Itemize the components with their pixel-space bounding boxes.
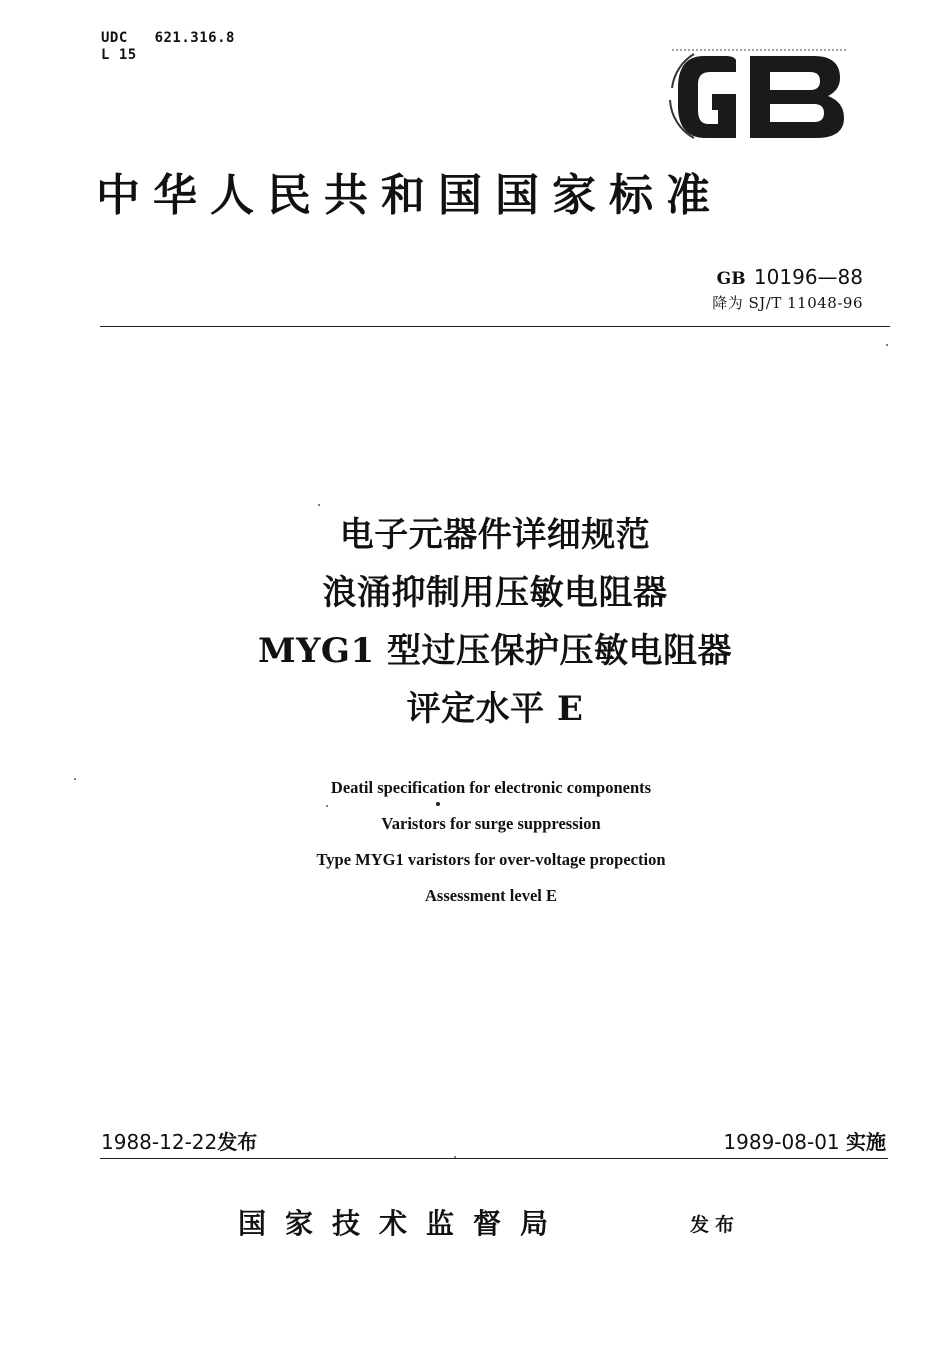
- impl-label: 实施: [846, 1130, 886, 1154]
- standard-prefix: GB: [716, 269, 746, 289]
- title-en-line-2: Varistors for surge suppression: [381, 814, 601, 833]
- issue-label: 发布: [217, 1130, 258, 1154]
- assessment-level-letter: E: [556, 689, 584, 729]
- standard-number: 10196—88: [753, 265, 863, 289]
- title-cn-line-3: [0, 622, 950, 680]
- title-cn-line-3-text: 型过压保护压敏电阻器: [386, 631, 732, 671]
- impl-date-value: 1989-08-01: [723, 1130, 840, 1154]
- title-cn-line-4: [0, 680, 950, 738]
- header-divider: [100, 326, 890, 327]
- title-cn-line-2: 浪涌抑制用压敏电阻器: [322, 573, 668, 613]
- classification-block: [101, 30, 235, 64]
- model-code: MYG1: [258, 631, 375, 671]
- gb-logo-icon: [664, 48, 848, 146]
- ccs-code: L 15: [101, 47, 137, 63]
- national-standard-heading: 中华人民共和国国家标准: [96, 170, 723, 221]
- issue-date-value: 1988-12-22: [101, 1130, 218, 1154]
- scan-speck: [886, 344, 888, 346]
- redesignation-note: 降为 SJ/T 11048-96: [712, 294, 863, 312]
- title-cn-line-1: 电子元器件详细规范: [339, 515, 651, 555]
- footer-divider: [100, 1158, 888, 1159]
- standard-number-block: [712, 264, 863, 314]
- issuing-verb: 发布: [690, 1214, 741, 1236]
- title-en-line-3: Type MYG1 varistors for over-voltage propection: [316, 850, 666, 869]
- assessment-level-cn: 评定水平: [406, 689, 545, 729]
- issue-date: [101, 1128, 257, 1156]
- implementation-date: [723, 1128, 886, 1156]
- title-en-line-1: Deatil specification for electronic components: [330, 778, 652, 797]
- standard-code: [712, 264, 863, 292]
- chinese-title-block: [0, 506, 950, 738]
- issuing-authority: 国家技术监督局: [238, 1207, 568, 1240]
- udc-code: UDC 621.316.8: [101, 30, 235, 46]
- title-en-line-4: Assessment level E: [425, 886, 557, 905]
- english-title-block: [0, 770, 950, 914]
